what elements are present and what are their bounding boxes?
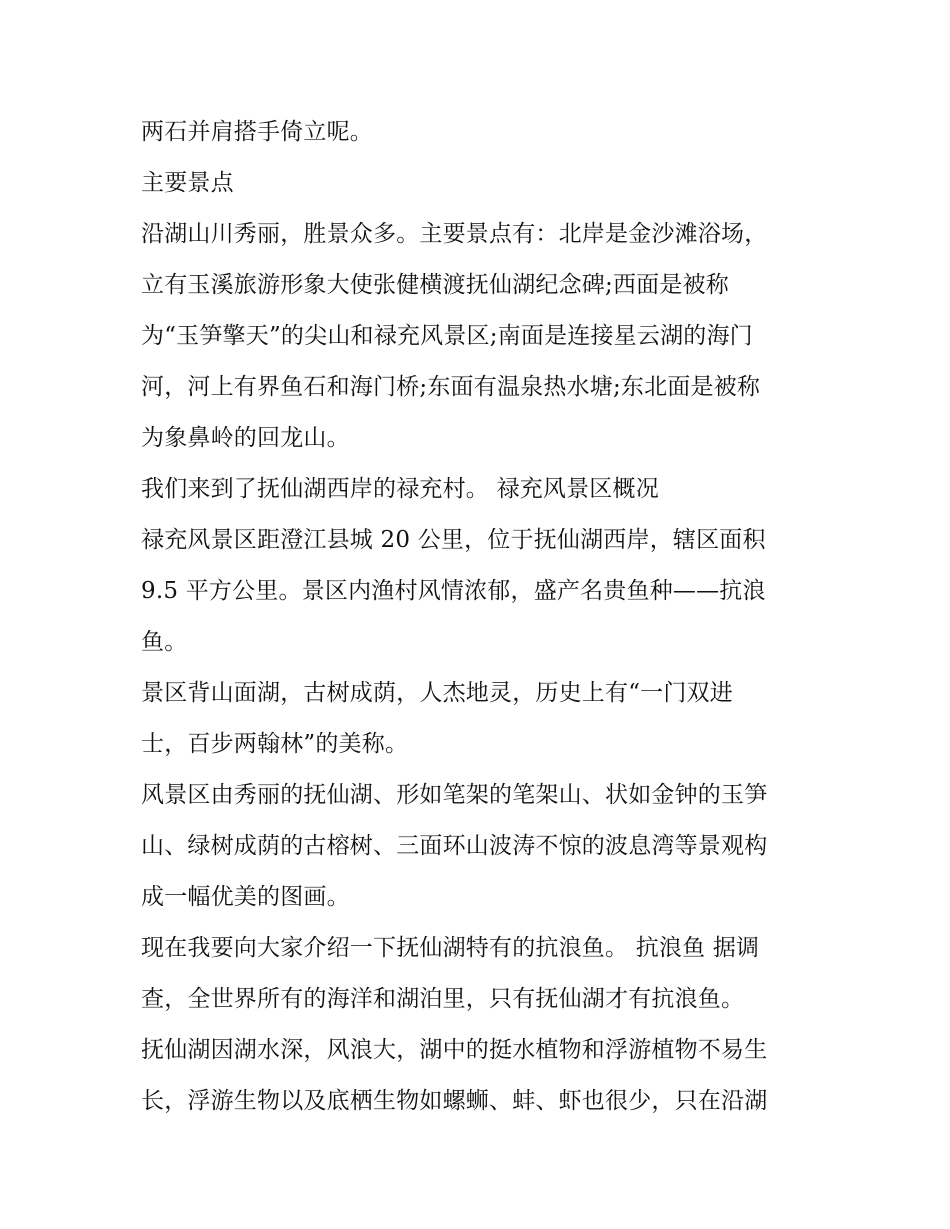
text-line: 查，全世界所有的海洋和湖泊里，只有抚仙湖才有抗浪鱼。 xyxy=(141,986,745,1012)
text-line: 现在我要向大家介绍一下抚仙湖特有的抗浪鱼。 抗浪鱼 据调 xyxy=(141,935,760,961)
text-line: 长，浮游生物以及底栖生物如螺蛳、蚌、虾也很少，只在沿湖 xyxy=(141,1088,768,1114)
text-line: 立有玉溪旅游形象大使张健横渡抚仙湖纪念碑;西面是被称 xyxy=(141,272,729,298)
text-line: 两石并肩搭手倚立呢。 xyxy=(141,119,373,145)
text-line: 成一幅优美的图画。 xyxy=(141,884,350,910)
text-line: 景区背山面湖，古树成荫，人杰地灵，历史上有“一门双进 xyxy=(141,680,733,706)
document-body xyxy=(141,107,821,1127)
text-line: 禄充风景区距澄江县城 20 公里，位于抚仙湖西岸，辖区面积 xyxy=(141,527,766,553)
text-line: 为象鼻岭的回龙山。 xyxy=(141,425,350,451)
section-heading: 主要景点 xyxy=(141,170,234,196)
text-line: 山、绿树成荫的古榕树、三面环山波涛不惊的波息湾等景观构 xyxy=(141,833,768,859)
text-line: 我们来到了抚仙湖西岸的禄充村。 禄充风景区概况 xyxy=(141,476,659,502)
text-line: 河，河上有界鱼石和海门桥;东面有温泉热水塘;东北面是被称 xyxy=(141,374,761,400)
text-line: 为“玉笋擎天”的尖山和禄充风景区;南面是连接星云湖的海门 xyxy=(141,323,753,349)
text-line: 抚仙湖因湖水深，风浪大，湖中的挺水植物和浮游植物不易生 xyxy=(141,1037,768,1063)
text-line: 鱼。 xyxy=(141,629,188,655)
text-line: 士，百步两翰林”的美称。 xyxy=(141,731,409,757)
text-line: 9.5 平方公里。景区内渔村风情浓郁，盛产名贵鱼种——抗浪 xyxy=(141,578,766,604)
text-line: 风景区由秀丽的抚仙湖、形如笔架的笔架山、状如金钟的玉笋 xyxy=(141,782,768,808)
text-line: 沿湖山川秀丽，胜景众多。主要景点有：北岸是金沙滩浴场， xyxy=(141,221,768,247)
